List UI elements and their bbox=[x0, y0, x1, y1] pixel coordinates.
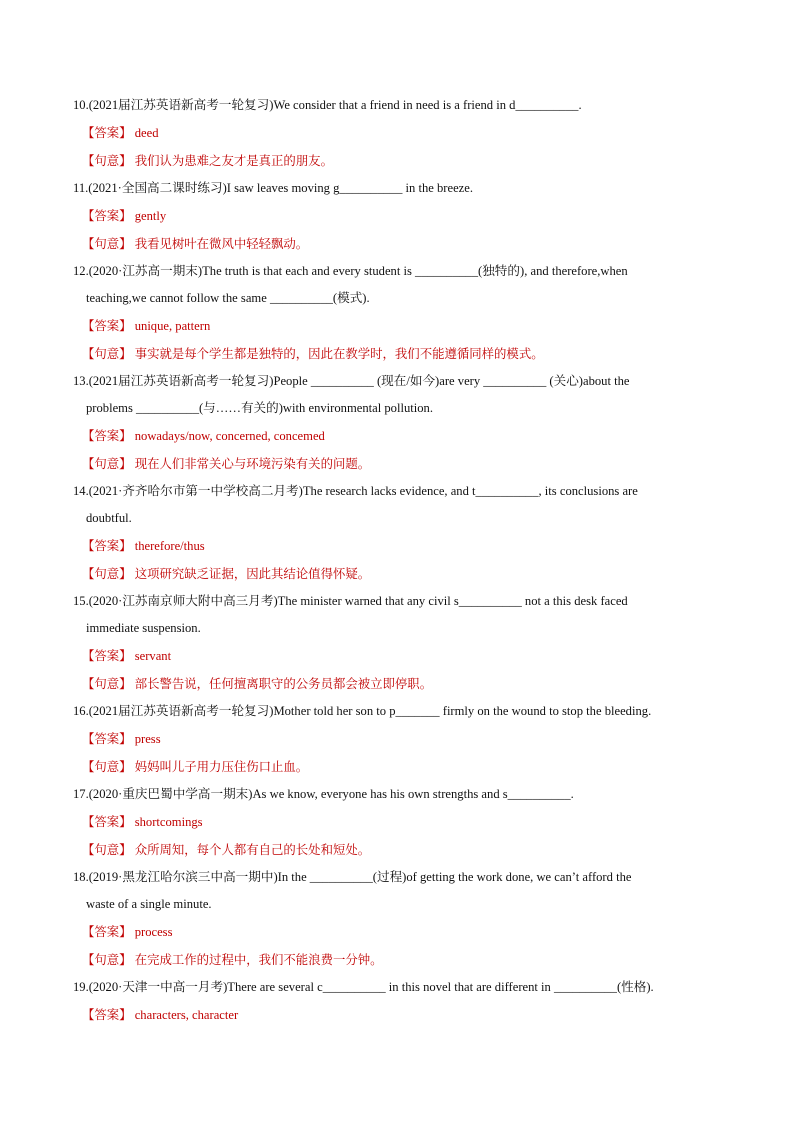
meaning-text: 这项研究缺乏证据，因此其结论值得怀疑。 bbox=[134, 566, 371, 581]
question-text: 15.(2020·江苏南京师大附中高三月考)The minister warned that any civil s__________ not a this desk faced bbox=[73, 594, 628, 608]
answer-label: 【答案】 bbox=[82, 731, 132, 746]
answer-line bbox=[0, 202, 794, 230]
question-10 bbox=[0, 92, 794, 175]
meaning-text: 现在人们非常关心与环境污染有关的问题。 bbox=[134, 456, 371, 471]
answer-line bbox=[0, 532, 794, 560]
meaning-label: 【句意】 bbox=[82, 952, 132, 967]
meaning-text: 我们认为患难之友才是真正的朋友。 bbox=[134, 153, 333, 168]
answer-text: deed bbox=[134, 126, 159, 140]
answer-text: gently bbox=[134, 209, 167, 223]
question-text-cont: problems __________(与……有关的)with environmental pollution. bbox=[86, 401, 433, 415]
answer-label: 【答案】 bbox=[82, 538, 132, 553]
answer-label: 【答案】 bbox=[82, 428, 132, 443]
question-text: 14.(2021·齐齐哈尔市第一中学校高二月考)The research lacks evidence, and t__________, its conclusions are bbox=[73, 484, 638, 498]
question-12 bbox=[0, 258, 794, 368]
meaning-label: 【句意】 bbox=[82, 153, 132, 168]
meaning-text: 在完成工作的过程中，我们不能浪费一分钟。 bbox=[134, 952, 383, 967]
answer-label: 【答案】 bbox=[82, 125, 132, 140]
meaning-line bbox=[0, 450, 794, 478]
question-text: 18.(2019·黑龙江哈尔滨三中高一期中)In the __________(过程)of getting the work done, we can’t afford the bbox=[73, 870, 632, 884]
answer-line bbox=[0, 918, 794, 946]
answer-line bbox=[0, 119, 794, 147]
answer-label: 【答案】 bbox=[82, 924, 132, 939]
question-text: 11.(2021·全国高二课时练习)I saw leaves moving g__________ in the breeze. bbox=[73, 181, 474, 195]
meaning-line bbox=[0, 147, 794, 175]
question-14 bbox=[0, 478, 794, 588]
exercise-page bbox=[0, 92, 794, 1029]
answer-line bbox=[0, 725, 794, 753]
meaning-label: 【句意】 bbox=[82, 759, 132, 774]
question-text-cont: waste of a single minute. bbox=[86, 897, 212, 911]
question-text: 17.(2020·重庆巴蜀中学高一期末)As we know, everyone has his own strengths and s__________. bbox=[73, 787, 574, 801]
answer-label: 【答案】 bbox=[82, 648, 132, 663]
answer-label: 【答案】 bbox=[82, 814, 132, 829]
answer-line bbox=[0, 808, 794, 836]
meaning-line bbox=[0, 946, 794, 974]
question-17 bbox=[0, 781, 794, 864]
answer-text: nowadays/now, concerned, concemed bbox=[134, 429, 325, 443]
meaning-label: 【句意】 bbox=[82, 236, 132, 251]
meaning-text: 我看见树叶在微风中轻轻飘动。 bbox=[134, 236, 309, 251]
answer-text: therefore/thus bbox=[134, 539, 205, 553]
meaning-label: 【句意】 bbox=[82, 456, 132, 471]
meaning-text: 部长警告说，任何擅离职守的公务员都会被立即停职。 bbox=[134, 676, 433, 691]
meaning-label: 【句意】 bbox=[82, 842, 132, 857]
question-text: 10.(2021届江苏英语新高考一轮复习)We consider that a friend in need is a friend in d__________. bbox=[73, 98, 582, 112]
answer-text: characters, character bbox=[134, 1008, 239, 1022]
answer-label: 【答案】 bbox=[82, 1007, 132, 1022]
answer-text: shortcomings bbox=[134, 815, 203, 829]
meaning-label: 【句意】 bbox=[82, 566, 132, 581]
answer-line bbox=[0, 312, 794, 340]
question-13 bbox=[0, 368, 794, 478]
question-text: 12.(2020·江苏高一期末)The truth is that each and every student is __________(独特的), and therefore,when bbox=[73, 264, 628, 278]
meaning-line bbox=[0, 560, 794, 588]
answer-text: process bbox=[134, 925, 173, 939]
question-19 bbox=[0, 974, 794, 1029]
answer-text: unique, pattern bbox=[134, 319, 211, 333]
meaning-line bbox=[0, 753, 794, 781]
meaning-line bbox=[0, 340, 794, 368]
answer-label: 【答案】 bbox=[82, 318, 132, 333]
meaning-line bbox=[0, 670, 794, 698]
meaning-line bbox=[0, 230, 794, 258]
question-text: 19.(2020·天津一中高一月考)There are several c__________ in this novel that are different in __________(性格). bbox=[73, 980, 654, 994]
answer-text: servant bbox=[134, 649, 172, 663]
meaning-label: 【句意】 bbox=[82, 676, 132, 691]
answer-line bbox=[0, 1001, 794, 1029]
meaning-label: 【句意】 bbox=[82, 346, 132, 361]
meaning-text: 众所周知，每个人都有自己的长处和短处。 bbox=[134, 842, 371, 857]
question-18 bbox=[0, 864, 794, 974]
answer-label: 【答案】 bbox=[82, 208, 132, 223]
meaning-text: 妈妈叫儿子用力压住伤口止血。 bbox=[134, 759, 309, 774]
question-11 bbox=[0, 175, 794, 258]
question-text: 13.(2021届江苏英语新高考一轮复习)People __________ (现在/如今)are very __________ (关心)about the bbox=[73, 374, 630, 388]
question-text-cont: immediate suspension. bbox=[86, 621, 201, 635]
answer-line bbox=[0, 422, 794, 450]
meaning-text: 事实就是每个学生都是独特的，因此在教学时，我们不能遵循同样的模式。 bbox=[134, 346, 544, 361]
question-text-cont: doubtful. bbox=[86, 511, 132, 525]
answer-text: press bbox=[134, 732, 161, 746]
question-text-cont: teaching,we cannot follow the same __________(模式). bbox=[86, 291, 370, 305]
question-16 bbox=[0, 698, 794, 781]
meaning-line bbox=[0, 836, 794, 864]
answer-line bbox=[0, 642, 794, 670]
question-15 bbox=[0, 588, 794, 698]
question-text: 16.(2021届江苏英语新高考一轮复习)Mother told her son to p_______ firmly on the wound to stop the bleeding. bbox=[73, 704, 652, 718]
